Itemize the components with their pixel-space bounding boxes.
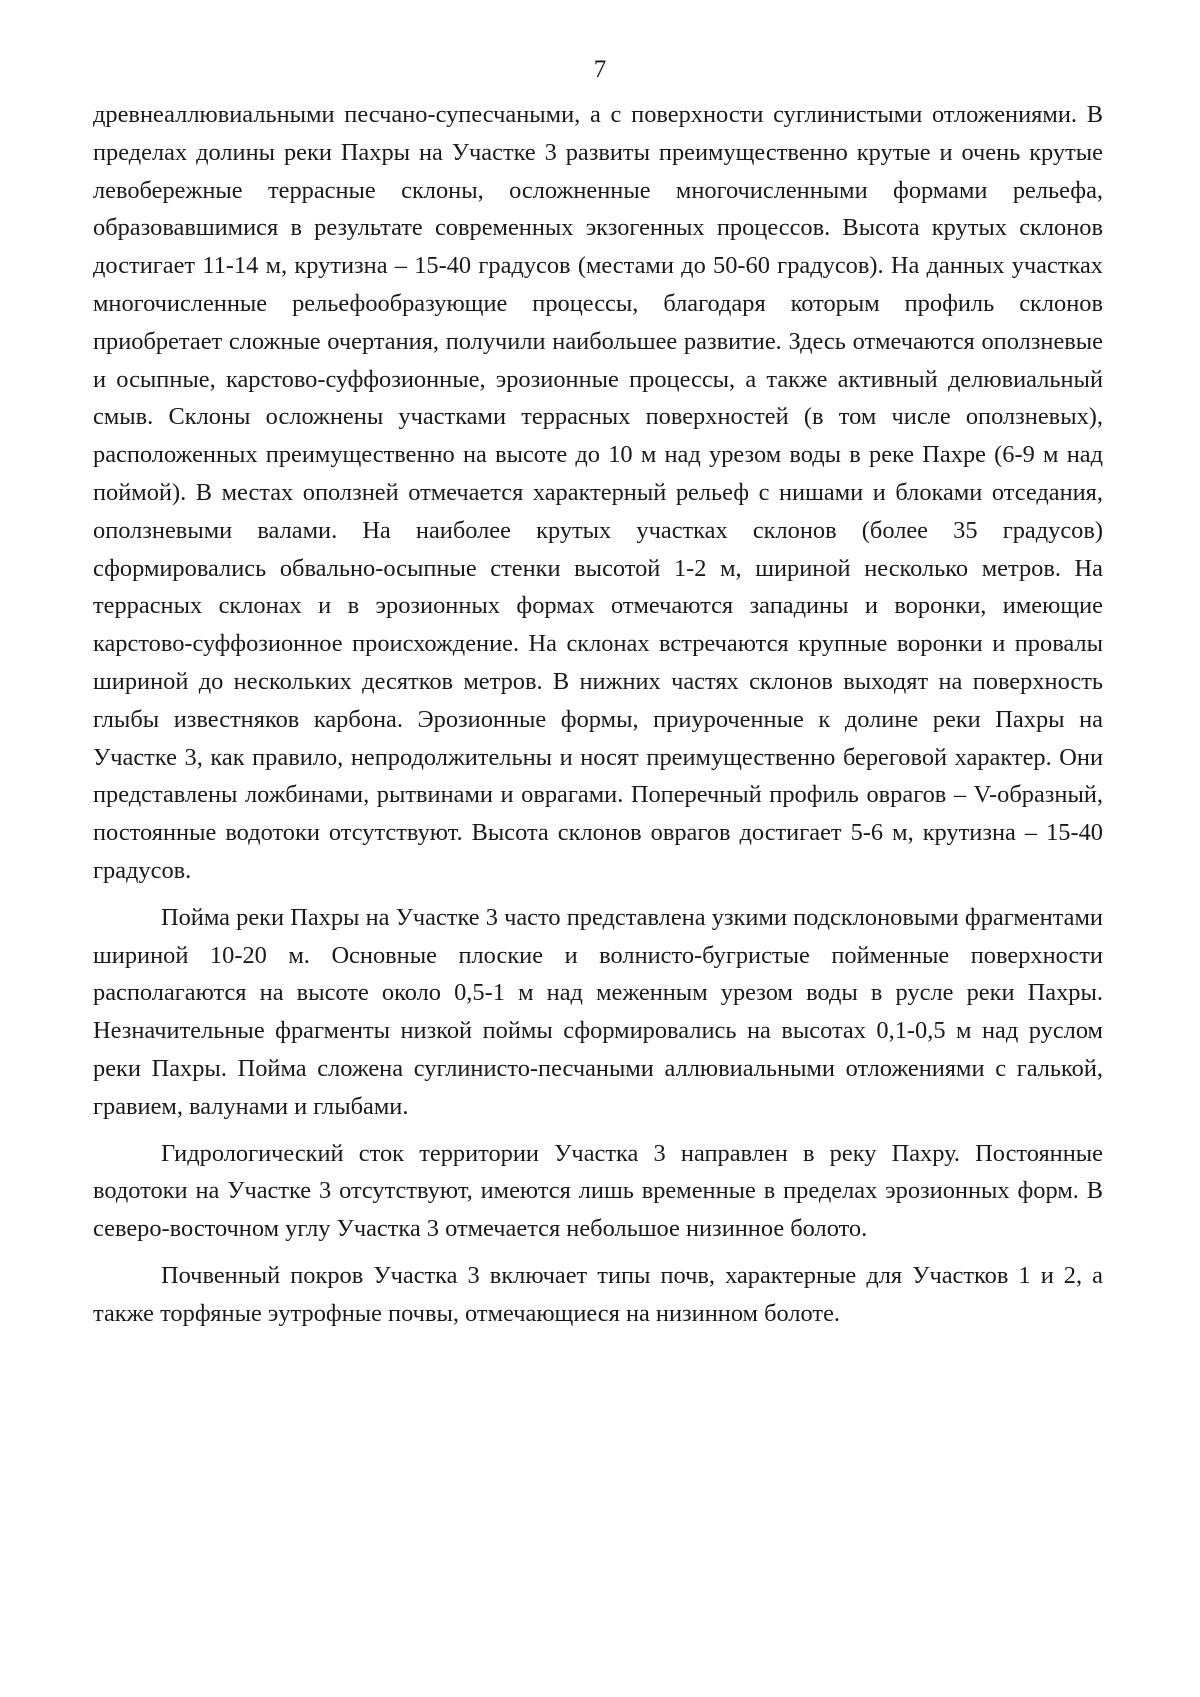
paragraph-relief-continuation: древнеаллювиальными песчано-супесчаными, а с поверхности суглинистыми отложениями. В пределах долины реки Пахры на Участке 3 развиты преимущественно крутые и очень крутые левобережные террасные склоны, осложненные многочисленными формами рельефа, образовавшимися в результате современных экзогенных процессов. Высота крутых склонов достигает 11-14 м, крутизна – 15-40 градусов (местами до 50-60 градусов). На данных участках многочисленные рельефообразующие процессы, благодаря которым профиль склонов приобретает сложные очертания, получили наибольшее развитие. Здесь отмечаются оползневые и осыпные, карстово-суффозионные, эрозионные процессы, а также активный делювиальный смыв. Склоны осложнены участками террасных поверхностей (в том числе оползневых), расположенных преимущественно на высоте до 10 м над урезом воды в реке Пахре (6-9 м над поймой). В местах оползней отмечается характерный рельеф с нишами и блоками отседания, оползневыми валами. На наиболее крутых участках склонов (более 35 градусов) сформировались обвально-осыпные стенки высотой 1-2 м, шириной несколько метров. На террасных склонах и в эрозионных формах отмечаются западины и воронки, имеющие карстово-суффозионное происхождение. На склонах встречаются крупные воронки и провалы шириной до нескольких десятков метров. В нижних частях склонов выходят на поверхность глыбы известняков карбона. Эрозионные формы, приуроченные к долине реки Пахры на Участке 3, как правило, непродолжительны и носят преимущественно береговой характер. Они представлены ложбинами, рытвинами и оврагами. Поперечный профиль оврагов – V-образный, постоянные водотоки отсутствуют. Высота склонов оврагов достигает 5-6 м, крутизна – 15-40 градусов. — [93, 101, 1103, 884]
paragraph-floodplain: Пойма реки Пахры на Участке 3 часто представлена узкими подсклоновыми фрагментами шириной 10-20 м. Основные плоские и волнисто-бугристые пойменные поверхности располагаются на высоте около 0,5-1 м над меженным урезом воды в русле реки Пахры. Незначительные фрагменты низкой поймы сформировались на высотах 0,1-0,5 м над руслом реки Пахры. Пойма сложена суглинисто-песчаными аллювиальными отложениями с галькой, гравием, валунами и глыбами. — [93, 903, 1103, 1120]
body-text — [93, 96, 1103, 1333]
paragraph-hydrology: Гидрологический сток территории Участка 3 направлен в реку Пахру. Постоянные водотоки на Участке 3 отсутствуют, имеются лишь временные в пределах эрозионных форм. В северо-восточном углу Участка 3 отмечается небольшое низинное болото. — [93, 1139, 1103, 1243]
page-number: 7 — [593, 56, 607, 83]
paragraph-soil-cover: Почвенный покров Участка 3 включает типы почв, характерные для Участков 1 и 2, а также торфяные эутрофные почвы, отмечающиеся на низинном болоте. — [93, 1261, 1103, 1327]
